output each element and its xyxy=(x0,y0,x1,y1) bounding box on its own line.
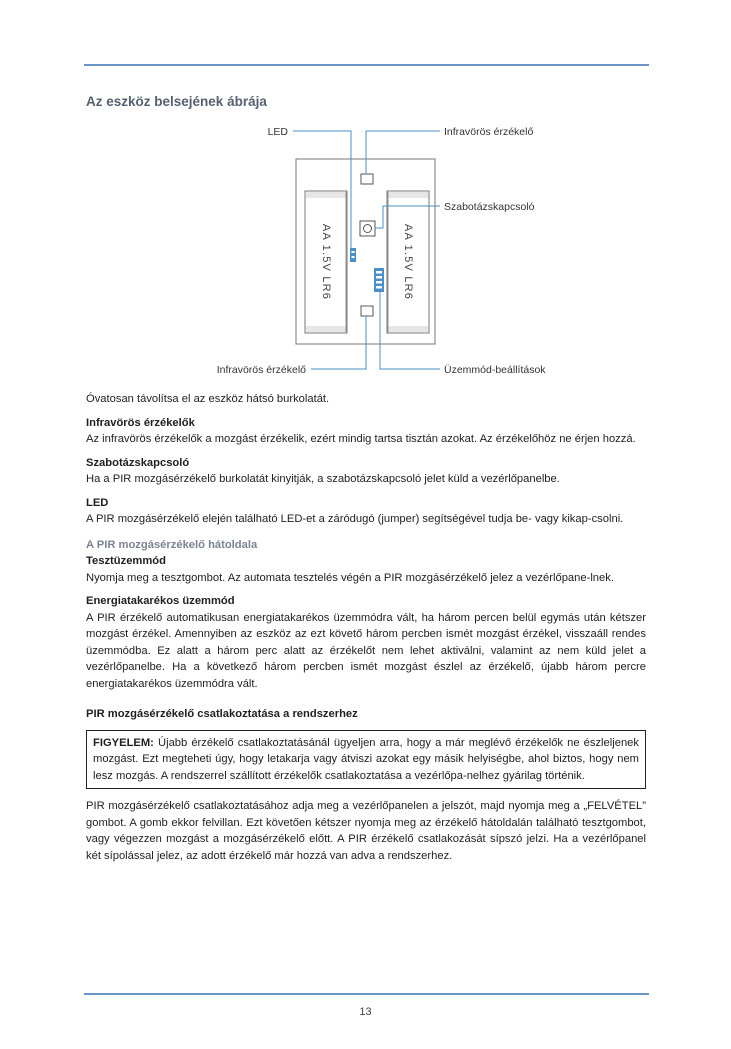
ir-sensor-bottom xyxy=(361,306,373,316)
top-rule xyxy=(84,64,649,66)
mode-dip-switch xyxy=(374,268,384,292)
intro-text: Óvatosan távolítsa el az eszköz hátsó burkolatát. xyxy=(86,393,330,405)
led-heading: LED xyxy=(86,496,109,509)
battery-left-label: AA 1.5V LR6 xyxy=(320,223,333,301)
page-number: 13 xyxy=(359,1006,372,1018)
body-content xyxy=(86,391,646,864)
label-ir-top: Infravörös érzékelő xyxy=(444,126,534,138)
bottom-rule xyxy=(84,993,649,995)
connect-text: PIR mozgásérzékelő csatlakoztatásához adja meg a vezérlőpanelen a jelszót, majd nyomja meg a „FELVÉTEL” gombot. A gomb ekkor felvillan. Ezt követően kétszer nyomja meg az érzékelő hátoldalán található tesztgombot, vagy végezzen mozgást a mozgásérzékelő előtt. A PIR érzékelő csatlakozását sípszó jelzi. Ha a vezérlőpanel két sípolással jelez, az adott érzékelő már hozzá van adva a rendszerhez. xyxy=(86,800,646,862)
label-mode: Üzemmód-beállítások xyxy=(444,364,546,376)
tamper-text: Ha a PIR mozgásérzékelő burkolatát kinyitják, a szabotázskapcsoló jelet küld a vezérlőpanelbe. xyxy=(86,473,560,485)
ir-heading: Infravörös érzékelők xyxy=(86,416,195,429)
label-tamper: Szabotázskapcsoló xyxy=(444,201,535,213)
device-diagram-svg xyxy=(0,120,731,382)
test-mode-text: Nyomja meg a tesztgombot. Az automata tesztelés végén a PIR mozgásérzékelő jelez a vezérlőpane-lnek. xyxy=(86,571,614,584)
led-jumper xyxy=(350,248,356,262)
led-text: A PIR mozgásérzékelő elején található LED-et a záródugó (jumper) segítségével tudja be- vagy kikap-csolni. xyxy=(86,513,624,525)
battery-right-label: AA 1.5V LR6 xyxy=(402,223,415,301)
device-diagram xyxy=(0,120,731,382)
ir-sensor-top xyxy=(361,174,373,184)
battery-right xyxy=(387,191,429,333)
warning-text: Újabb érzékelő csatlakoztatásánál ügyeljen arra, hogy a már meglévő érzékelők ne észleljenek mozgást. Ezt megteheti úgy, hogy letakarja vagy átviszi azokat egy másik helyiségbe, ahol biztos, hogy nem lesz mozgás. A rendszerrel szállított érzékelők csatlakoztatása a vezérlőpa-nelhez gyárilag történik. xyxy=(93,736,639,782)
warning-box xyxy=(86,730,646,790)
section-title: Az eszköz belsejének ábrája xyxy=(86,94,267,109)
tamper-heading: Szabotázskapcsoló xyxy=(86,456,190,469)
back-subheading: A PIR mozgásérzékelő hátoldala xyxy=(86,538,258,551)
label-ir-bottom: Infravörös érzékelő xyxy=(216,364,306,376)
connect-heading: PIR mozgásérzékelő csatlakoztatása a rendszerhez xyxy=(86,708,358,720)
label-led: LED xyxy=(267,126,288,138)
battery-left xyxy=(305,191,347,333)
warning-label: FIGYELEM: xyxy=(93,736,154,749)
tamper-switch xyxy=(360,221,375,236)
ir-text: Az infravörös érzékelők a mozgást érzékelik, ezért mindig tartsa tisztán azokat. Az érzékelőhöz ne érjen hozzá. xyxy=(86,433,636,445)
energy-heading: Energiatakarékos üzemmód xyxy=(86,595,235,607)
energy-text: A PIR érzékelő automatikusan energiatakarékos üzemmódra vált, ha három percen belül egymás után kétszer mozgást érzékel. Amennyiben az eszköz az ezt követő három percben ismét mozgást érzékel, visszaáll rendes üzemmódba. Ez alatt a három perc alatt az érzékelőt nem lehet aktiválni, valamint az nem küld jelet a vezérlőpanelbe. Ha a következő három percben ismét mozgást észlel az érzékelő, újabb három percre energiatakarékos üzemmódra vált. xyxy=(86,611,646,690)
test-mode-heading: Tesztüzemmód xyxy=(86,555,166,567)
